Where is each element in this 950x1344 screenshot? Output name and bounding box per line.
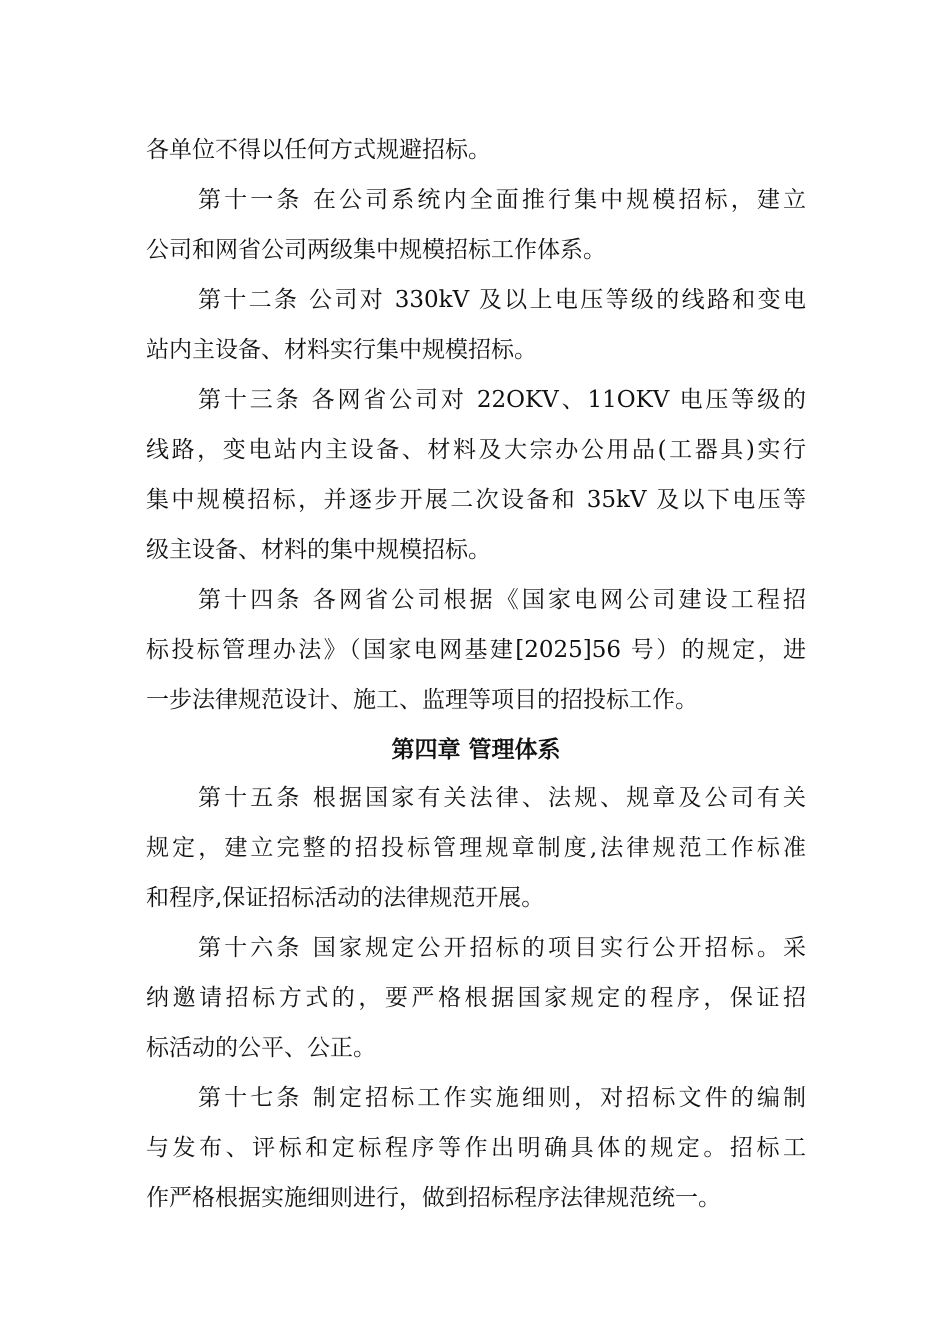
article-12-line: 第十二条 公司对 330kV 及以上电压等级的线路和变电 [198,287,806,313]
paragraph-line: 标活动的公平、公正。 [146,1035,376,1061]
article-14-line: 第十四条 各网省公司根据《国家电网公司建设工程招 [198,587,806,613]
paragraph-line: 级主设备、材料的集中规模招标。 [146,537,491,563]
article-16-line: 第十六条 国家规定公开招标的项目实行公开招标。采 [198,935,806,961]
paragraph-line: 线路，变电站内主设备、材料及大宗办公用品(工器具)实行 [146,437,806,463]
article-11-line: 第十一条 在公司系统内全面推行集中规模招标，建立 [198,187,806,213]
paragraph-line: 站内主设备、材料实行集中规模招标。 [146,337,537,363]
paragraph-line: 集中规模招标，并逐步开展二次设备和 35kV 及以下电压等 [146,487,806,513]
paragraph-line: 作严格根据实施细则进行，做到招标程序法律规范统一。 [146,1185,721,1211]
paragraph-line: 标投标管理办法》（国家电网基建[2025]56 号）的规定，进 [146,637,806,663]
paragraph-line: 与发布、评标和定标程序等作出明确具体的规定。招标工 [146,1135,806,1161]
paragraph-line: 纳邀请招标方式的，要严格根据国家规定的程序，保证招 [146,985,806,1011]
article-13-line: 第十三条 各网省公司对 22OKV、11OKV 电压等级的 [198,387,806,413]
paragraph-line: 各单位不得以任何方式规避招标。 [146,137,491,163]
article-17-line: 第十七条 制定招标工作实施细则，对招标文件的编制 [198,1085,806,1111]
paragraph-line: 规定，建立完整的招投标管理规章制度,法律规范工作标准 [146,835,806,861]
chapter-heading: 第四章 管理体系 [391,737,561,763]
article-15-line: 第十五条 根据国家有关法律、法规、规章及公司有关 [198,785,806,811]
paragraph-line: 公司和网省公司两级集中规模招标工作体系。 [146,237,606,263]
paragraph-line: 一步法律规范设计、施工、监理等项目的招投标工作。 [146,687,698,713]
paragraph-line: 和程序,保证招标活动的法律规范开展。 [146,885,545,911]
